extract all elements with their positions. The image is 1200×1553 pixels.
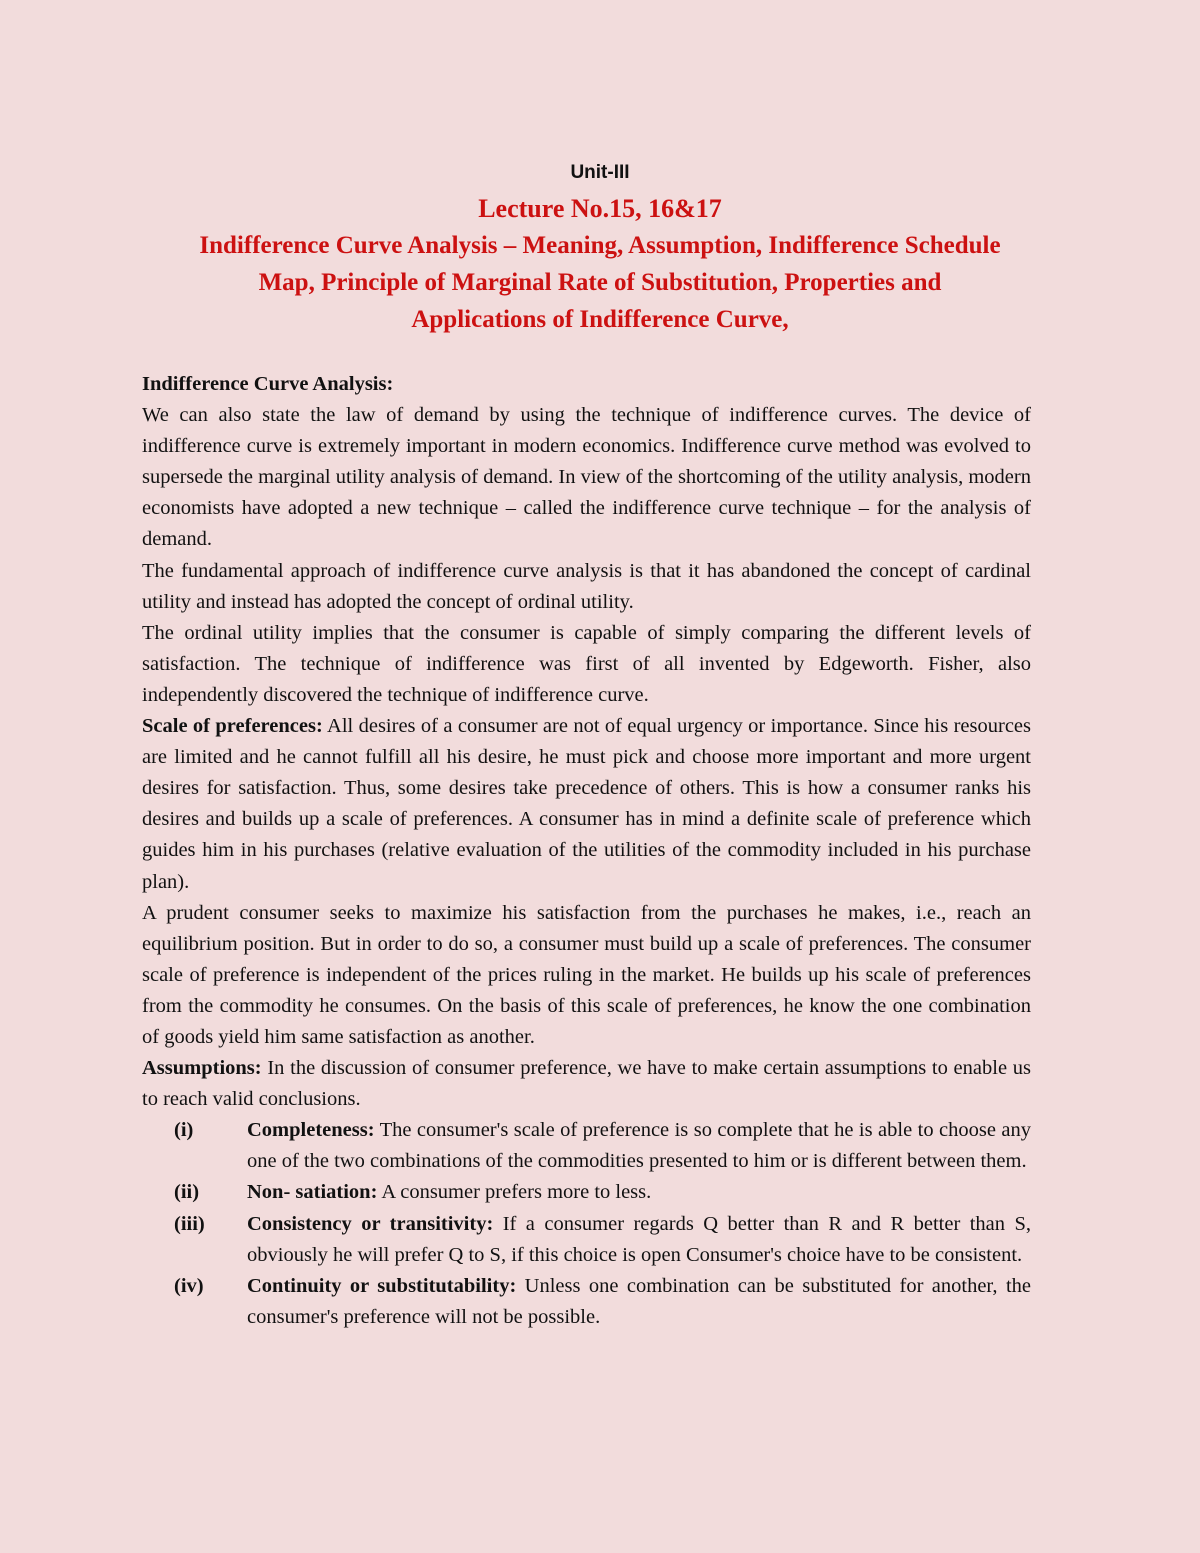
paragraph-prudent-consumer: A prudent consumer seeks to maximize his satisfaction from the purchases he makes, i.e., reach an equilibrium position. But in order to do so, a consumer must build up a scale of preferences. The consumer scale of preference is independent of the prices ruling in the market. He builds up his scale of preferences from the commodity he consumes. On the basis of this scale of preferences, he know the one combination of goods yield him same satisfaction as another. xyxy=(142,901,1031,1048)
lecture-number: Lecture No.15, 16&17 xyxy=(478,194,722,223)
assumption-item xyxy=(142,1209,1031,1271)
assumption-label: Completeness: xyxy=(247,1119,375,1142)
assumption-text: The consumer's scale of preference is so complete that he is able to choose any one of the two combinations of the commodities presented to him or is different between them. xyxy=(247,1119,1031,1173)
assumption-number: (i) xyxy=(174,1119,194,1142)
assumptions-label: Assumptions: xyxy=(142,1057,262,1080)
paragraph-fundamental-approach: The fundamental approach of indifference curve analysis is that it has abandoned the concept of cardinal utility and instead has adopted the concept of ordinal utility. xyxy=(142,559,1031,613)
assumption-text: Unless one combination can be substituted for another, the consumer's preference will not be possible. xyxy=(247,1274,1031,1328)
assumption-label: Continuity or substitutability: xyxy=(247,1274,517,1297)
paragraph-assumptions xyxy=(142,1053,1031,1115)
assumption-item xyxy=(142,1271,1031,1333)
unit-label: Unit-III xyxy=(570,162,630,183)
assumption-text: A consumer prefers more to less. xyxy=(377,1181,652,1204)
assumption-label: Non- satiation: xyxy=(247,1181,378,1204)
scale-of-preferences-text: All desires of a consumer are not of equal urgency or importance. Since his resources are limited and he cannot fulfill all his desire, he must pick and choose more important and more urgent desires for satisfaction. Thus, some desires take precedence of others. This is how a consumer ranks his desires and builds up a scale of preferences. A consumer has in mind a definite scale of preference which guides him in his purchases (relative evaluation of the utilities of the commodity included in his purchase plan). xyxy=(142,715,1031,893)
assumption-number: (iv) xyxy=(174,1274,204,1297)
document-body xyxy=(142,369,1031,1333)
assumption-body xyxy=(247,1271,1031,1333)
lecture-title-line-2: Map, Principle of Marginal Rate of Substitution, Properties and xyxy=(258,269,942,296)
assumption-item xyxy=(142,1115,1031,1177)
assumption-number: (ii) xyxy=(174,1181,200,1204)
paragraph-ordinal-utility: The ordinal utility implies that the consumer is capable of simply comparing the different levels of satisfaction. The technique of indifference was first of all invented by Edgeworth. Fisher, also independently discovered the technique of indifference curve. xyxy=(142,621,1031,706)
assumptions-text: In the discussion of consumer preference, we have to make certain assumptions to enable us to reach valid conclusions. xyxy=(142,1057,1031,1111)
lecture-title-line-1: Indifference Curve Analysis – Meaning, Assumption, Indifference Schedule xyxy=(199,232,1001,259)
assumption-label: Consistency or transitivity: xyxy=(247,1212,494,1235)
paragraph-scale-of-preferences xyxy=(142,711,1031,898)
assumption-text: If a consumer regards Q better than R and R better than S, obviously he will prefer Q to S, if this choice is open Consumer's choice have to be consistent. xyxy=(247,1212,1031,1266)
section-heading: Indifference Curve Analysis: xyxy=(142,373,394,395)
paragraph-intro: We can also state the law of demand by using the technique of indifference curves. The device of indifference curve is extremely important in modern economics. Indifference curve method was evolved to supersede the marginal utility analysis of demand. In view of the shortcoming of the utility analysis, modern economists have adopted a new technique – called the indifference curve technique – for the analysis of demand. xyxy=(142,404,1031,551)
assumption-item xyxy=(142,1177,1031,1208)
assumption-number: (iii) xyxy=(174,1212,205,1235)
scale-of-preferences-label: Scale of preferences: xyxy=(142,715,323,738)
document-header xyxy=(0,158,1200,338)
assumption-body xyxy=(247,1177,1031,1208)
lecture-title-line-3: Applications of Indifference Curve, xyxy=(411,306,789,333)
assumption-body xyxy=(247,1209,1031,1271)
assumption-body xyxy=(247,1115,1031,1177)
